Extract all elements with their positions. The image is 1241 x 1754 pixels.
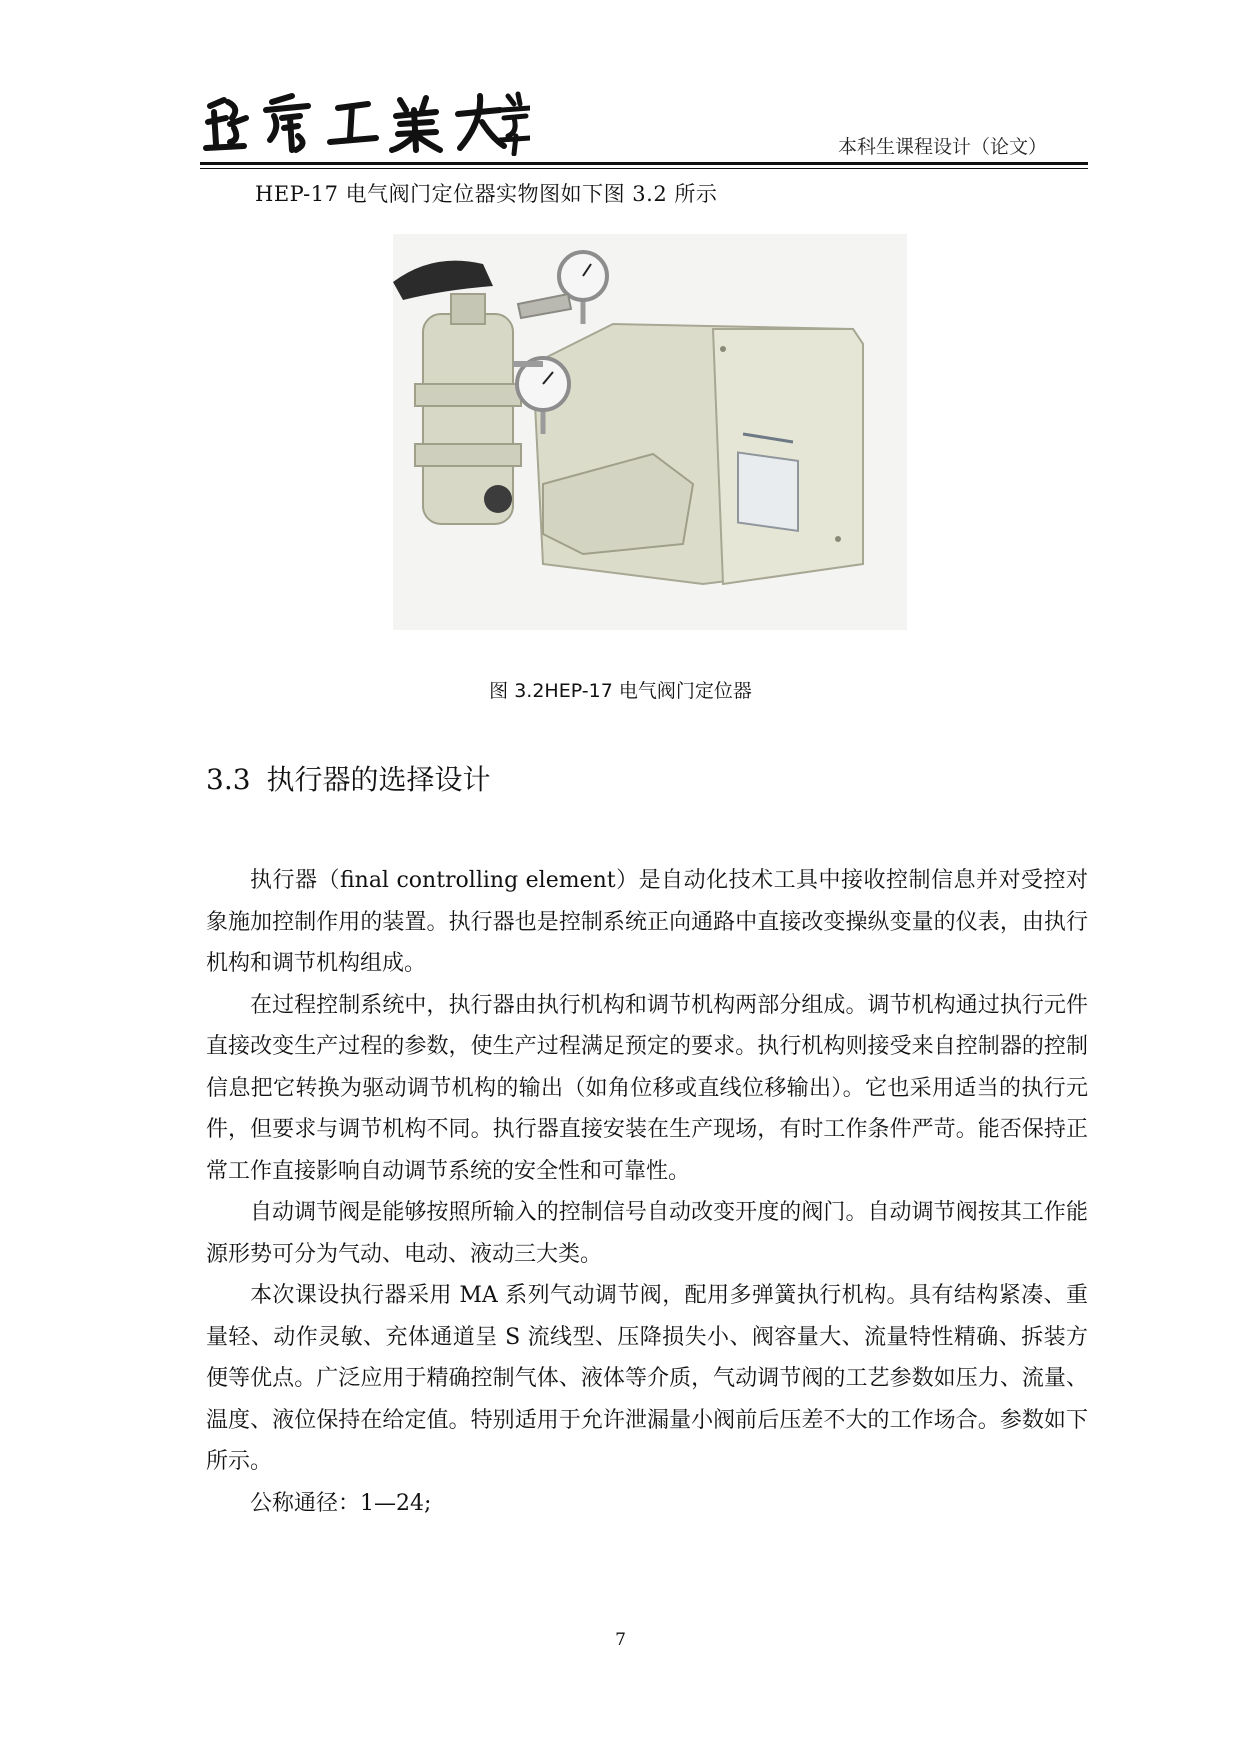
header-rule-thick: [200, 162, 1088, 165]
intro-line: HEP-17 电气阀门定位器实物图如下图 3.2 所示: [255, 182, 718, 206]
section-heading: [206, 758, 491, 798]
valve-positioner-photo: [393, 234, 907, 630]
header-subtitle: 本科生课程设计（论文）: [838, 136, 1048, 158]
page-number: 7: [615, 1630, 626, 1650]
header-rule-thin: [200, 168, 1088, 169]
section-number: 3.3: [206, 763, 251, 796]
university-logo: [200, 88, 530, 156]
paragraph: 自动调节阀是能够按照所输入的控制信号自动改变开度的阀门。自动调节阀按其工作能源形势可分为气动、电动、液动三大类。: [206, 1200, 1088, 1267]
paragraph: 执行器（final controlling element）是自动化技术工具中接收控制信息并对受控对象施加控制作用的装置。执行器也是控制系统正向通路中直接改变操纵变量的仪表，由执行机构和调节机构组成。: [206, 868, 1088, 976]
figure-caption: 图 3.2HEP-17 电气阀门定位器: [489, 680, 752, 702]
paragraph: 公称通径：1—24;: [250, 1490, 432, 1516]
section-body: [206, 860, 1088, 1524]
paragraph: 本次课设执行器采用 MA 系列气动调节阀，配用多弹簧执行机构。具有结构紧凑、重量轻、动作灵敏、充体通道呈 S 流线型、压降损失小、阀容量大、流量特性精确、拆装方便等优点。广泛应用于精确控制气体、液体等介质，气动调节阀的工艺参数如压力、流量、温度、液位保持在给定值。特别适用于允许泄漏量小阀前后压差不大的工作场合。参数如下所示。: [206, 1283, 1088, 1474]
section-title: 执行器的选择设计: [266, 763, 491, 796]
paragraph: 在过程控制系统中，执行器由执行机构和调节机构两部分组成。调节机构通过执行元件直接改变生产过程的参数，使生产过程满足预定的要求。执行机构则接受来自控制器的控制信息把它转换为驱动调节机构的输出（如角位移或直线位移输出）。它也采用适当的执行元件，但要求与调节机构不同。执行器直接安装在生产现场，有时工作条件严苛。能否保持正常工作直接影响自动调节系统的安全性和可靠性。: [206, 992, 1088, 1184]
